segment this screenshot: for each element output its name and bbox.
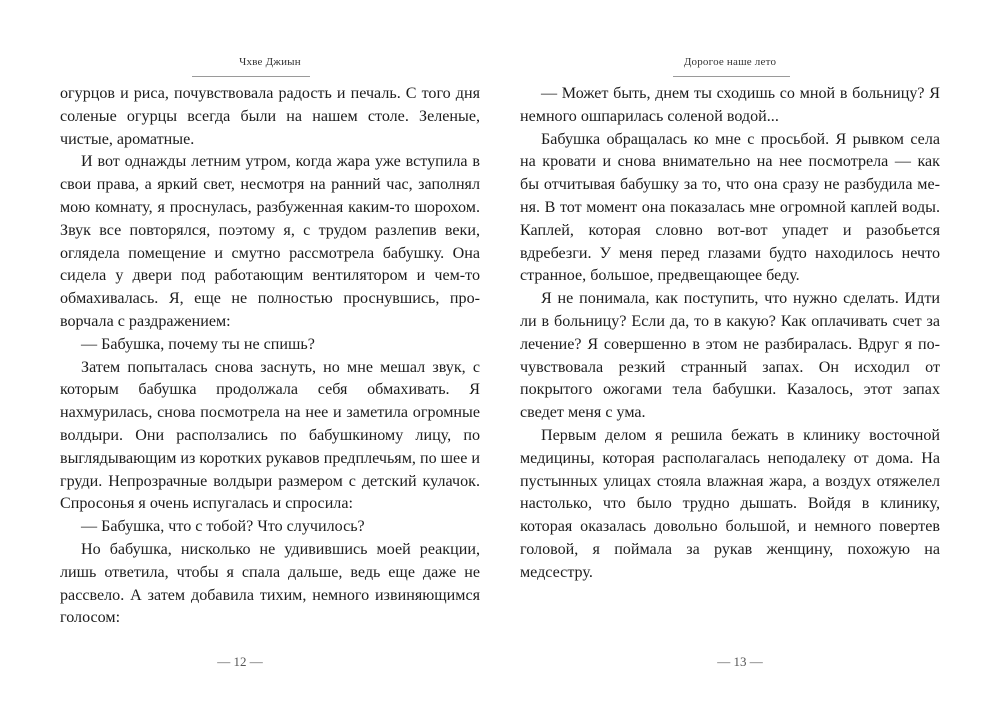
- dialogue-line: — Бабушка, почему ты не спишь?: [81, 335, 315, 353]
- running-head-rule: [192, 76, 310, 77]
- dialogue-line: — Может быть, днем ты сходишь со мной в больницу? Я немного ошпарилась соленой водой...: [520, 85, 940, 125]
- paragraph: Бабушка обращалась ко мне с просьбой. Я рывком села на кровати и снова внимательно на нее посмотрела — как бы отчитывая бабушку за то, что она сразу не разбудила меня. В тот момент она показалась мне огромной каплей воды. Каплей, которая словно вот-вот упадет и разобьется вдребезги. У меня перед глазами будто находилось нечто странное, большое, предвещающее беду.: [520, 130, 940, 285]
- paragraph: огурцов и риса, почувствовала радость и печаль. С того дня соленые огурцы всегда были на нашем столе. Зеленые, чистые, ароматные.: [60, 85, 480, 148]
- paragraph: Но бабушка, нисколько не удивившись моей реакции, лишь ответила, чтобы я спала дальше, ведь еще даже не рассвело. А затем добавила тихим, немного извиняющимся голосом:: [60, 540, 480, 627]
- right-page-body: [520, 83, 940, 585]
- page-number: — 13 —: [717, 654, 763, 669]
- right-page: [520, 0, 940, 725]
- running-head-author: Чхве Джиын: [239, 56, 301, 68]
- paragraph: И вот однажды летним утром, когда жара уже вступила в свои права, а яркий свет, несмотря на ранний час, заполнял мою комнату, я проснулась, разбуженная каким-то шорохом. Звук все повторялся, поэтому я, с трудом разлепив веки, оглядела помещение и смутно рассмотрела бабушку. Она сидела у двери под работающим вентилятором и чем-то обмахивалась. Я, еще не полностью проснувшись, проворчала с раздражением:: [60, 153, 480, 330]
- paragraph: Первым делом я решила бежать в клинику восточной медицины, которая располагалась неподалеку от дома. На пустынных улицах стояла влажная жара, а воздух отяжелел настолько, что было трудно дышать. Войдя в клинику, которая оказалась довольно большой, и немного повертев головой, я поймала за рукав женщину, похожую на медсестру.: [520, 426, 940, 581]
- paragraph: Затем попыталась снова заснуть, но мне мешал звук, с которым бабушка продолжала себя обмахивать. Я нахмурилась, снова посмотрела на нее и заметила огромные волдыри. Они расползались по бабушкиному лицу, по выглядывающим из коротких рукавов предплечьям, по шее и груди. Непрозрачные волдыри размером с детский кулачок. Спросонья я очень испугалась и спросила:: [60, 358, 480, 513]
- running-head-rule: [673, 76, 790, 77]
- running-head-title: Дорогое наше лето: [683, 56, 777, 68]
- left-page: [60, 0, 480, 725]
- page-number: — 12 —: [217, 654, 263, 669]
- left-page-body: [60, 83, 480, 630]
- dialogue-line: — Бабушка, что с тобой? Что случилось?: [81, 518, 365, 536]
- paragraph: Я не понимала, как поступить, что нужно сделать. Идти ли в больницу? Если да, то в какую? Как оплачивать счет за лечение? Я совершенно в этом не разбиралась. Вдруг я почувствовала резкий странный запах. Он исходил от покрытого ожогами тела бабушки. Казалось, этот запах сведет меня с ума.: [520, 290, 940, 422]
